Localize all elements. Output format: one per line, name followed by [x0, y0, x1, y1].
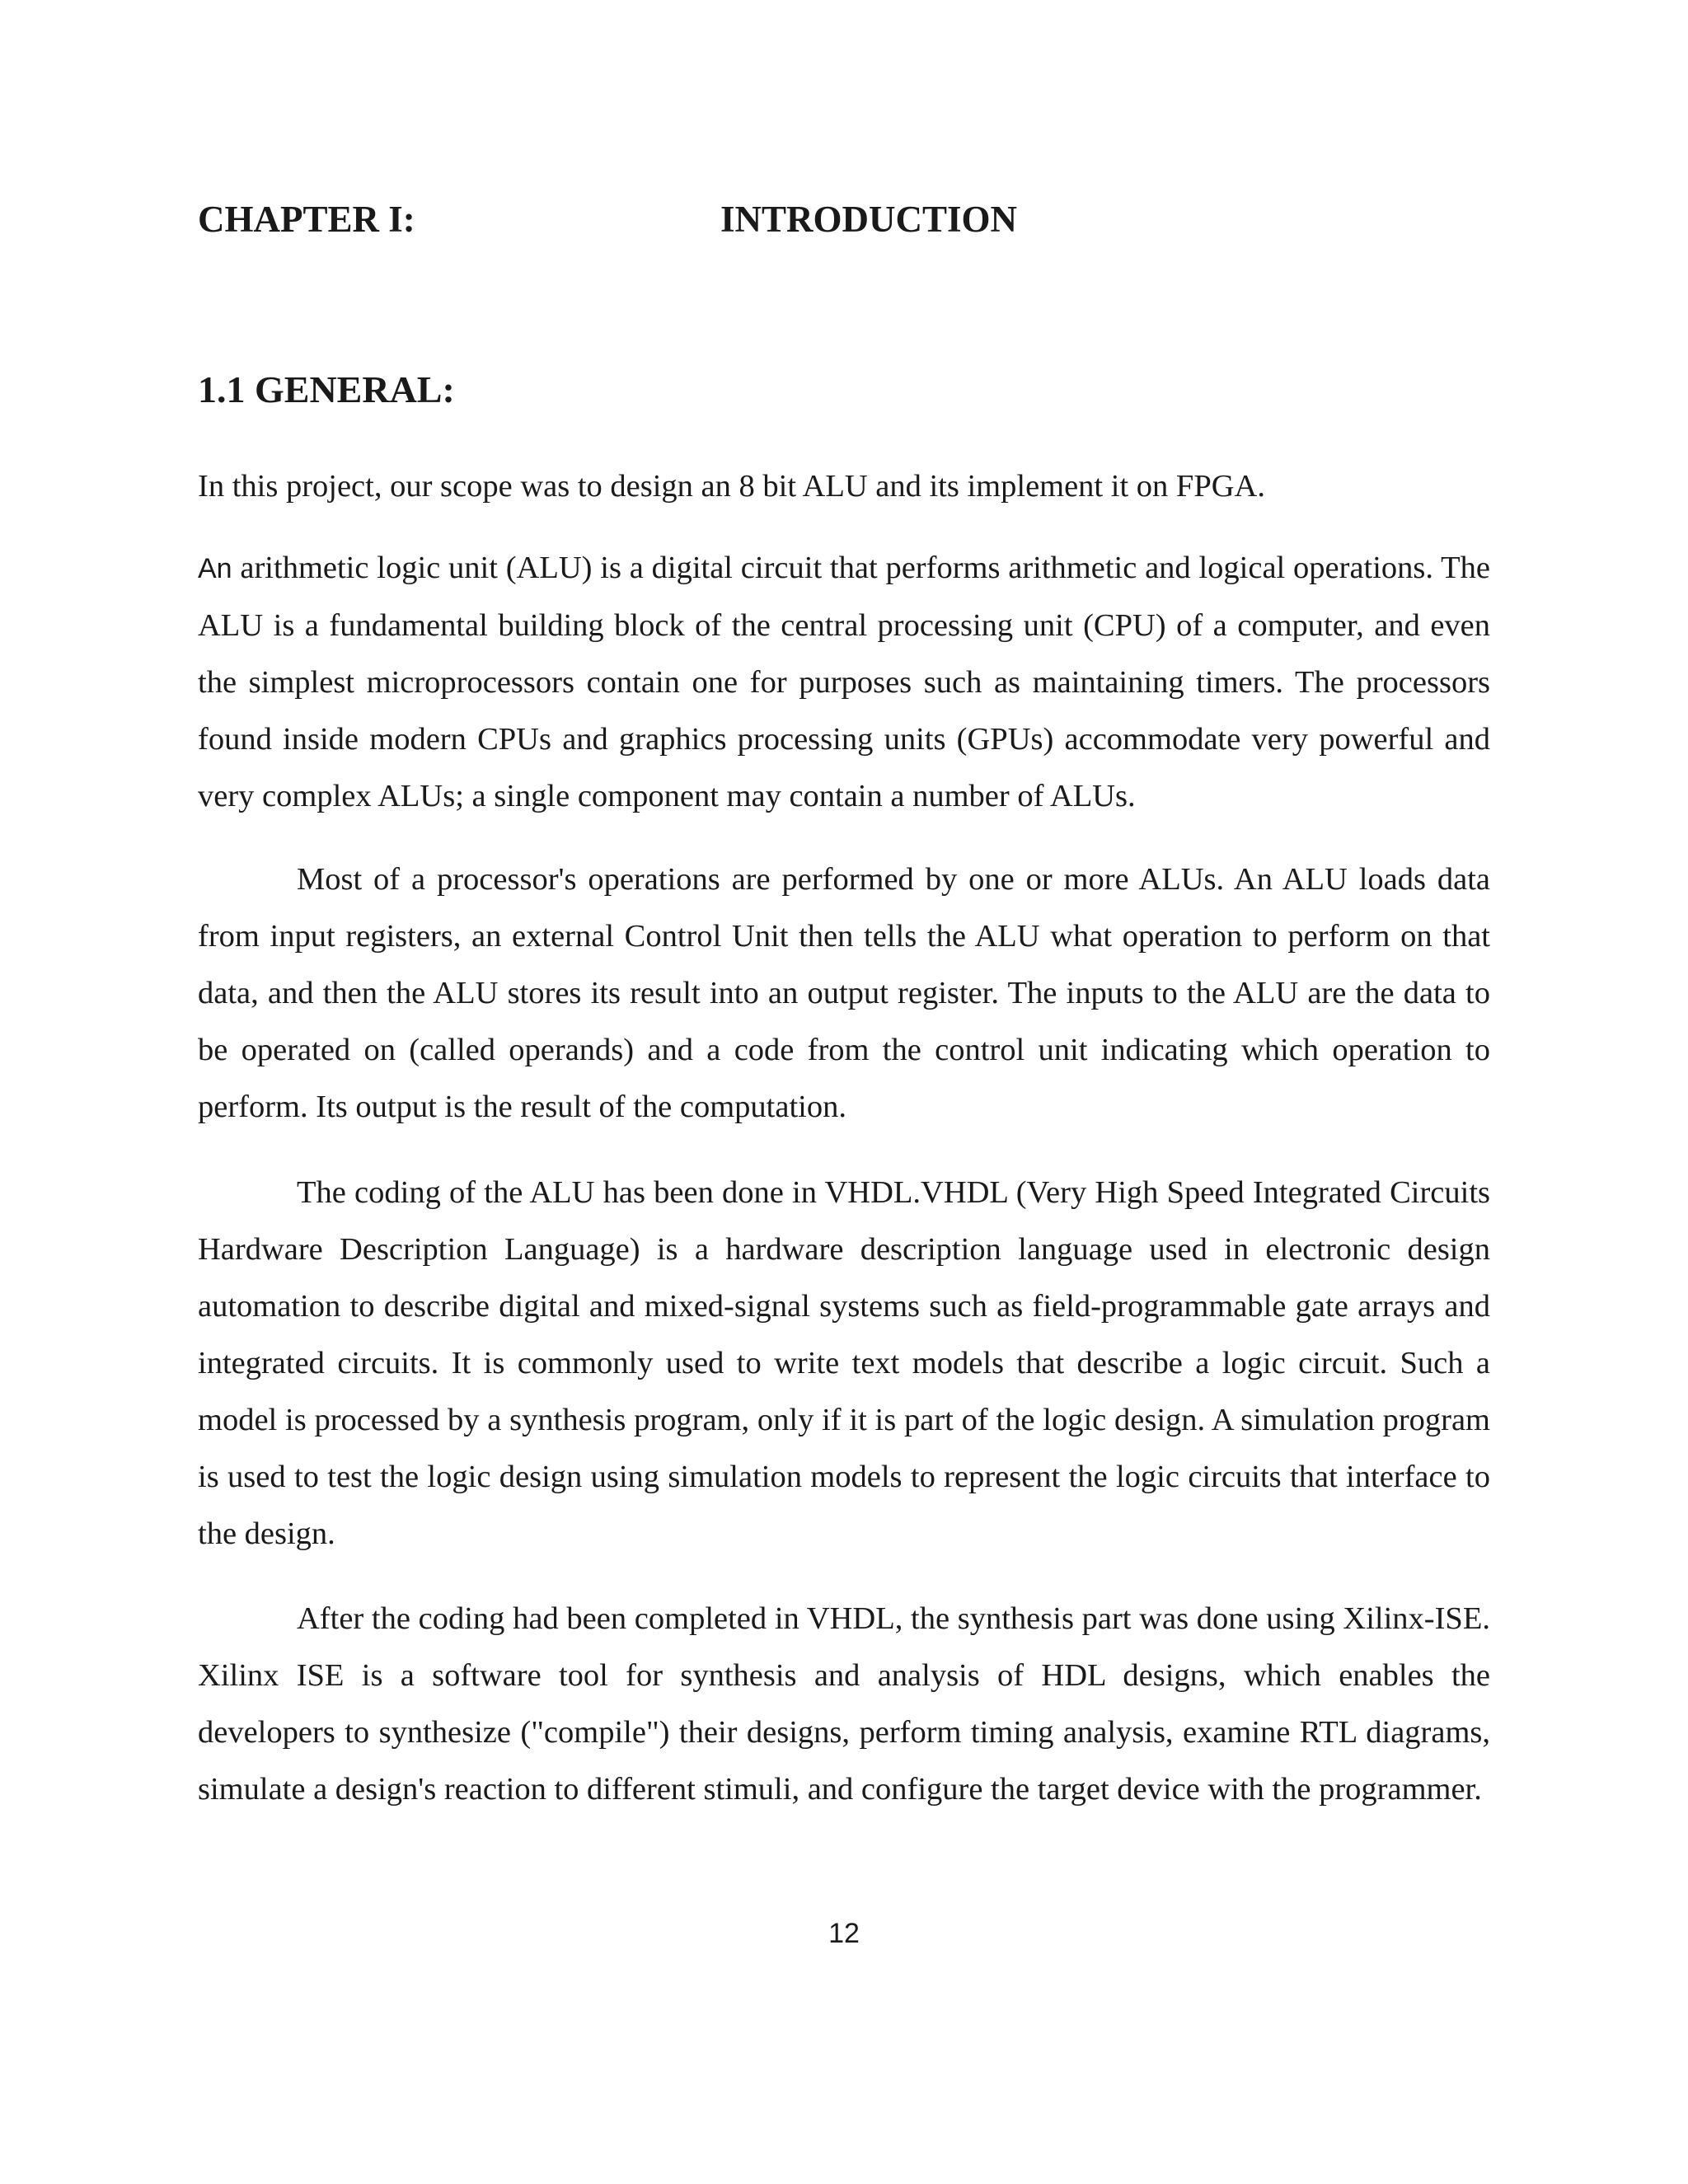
alu-definition-paragraph — [198, 540, 1490, 825]
alu-operations-paragraph: Most of a processor's operations are performed by one or more ALUs. An ALU loads data from input registers, an external Control Unit then tells the ALU what operation to perform on that data, and then the ALU stores its result into an output register. The inputs to the ALU are the data to be operated on (called operands) and a code from the control unit indicating which operation to perform. Its output is the result of the computation. — [198, 862, 1490, 1124]
chapter-title: INTRODUCTION — [720, 199, 1018, 240]
chapter-heading — [198, 194, 1484, 244]
chapter-label: CHAPTER I: — [198, 199, 415, 240]
xilinx-paragraph: After the coding had been completed in VHDL, the synthesis part was done using Xilinx-ISE. Xilinx ISE is a software tool for synthesis and analysis of HDL designs, which enables the developers to synthesize ("compile") their designs, perform timing analysis, examine RTL diagrams, simulate a design's reaction to different stimuli, and configure the target device with the programmer. — [198, 1601, 1490, 1807]
section-heading: 1.1 GENERAL: — [198, 368, 455, 410]
page-number: 12 — [828, 1918, 860, 1949]
intro-paragraph: In this project, our scope was to design an 8 bit ALU and its implement it on FPGA. — [198, 469, 1265, 504]
paragraph-lead-word: An — [198, 553, 232, 584]
paragraph-text: arithmetic logic unit (ALU) is a digital circuit that performs arithmetic and logical operations. The ALU is a fundamental building block of the central processing unit (CPU) of a computer, and even the simplest microprocessors contain one for purposes such as maintaining timers. The processors found inside modern CPUs and graphics processing units (GPUs) accommodate very powerful and very complex ALUs; a single component may contain a number of ALUs. — [198, 551, 1490, 813]
vhdl-paragraph: The coding of the ALU has been done in VHDL.VHDL (Very High Speed Integrated Circuits Hardware Description Language) is a hardware description language used in electronic design automation to describe digital and mixed-signal systems such as field-programmable gate arrays and integrated circuits. It is commonly used to write text models that describe a logic circuit. Such a model is processed by a synthesis program, only if it is part of the logic design. A simulation program is used to test the logic design using simulation models to represent the logic circuits that interface to the design. — [198, 1175, 1490, 1551]
